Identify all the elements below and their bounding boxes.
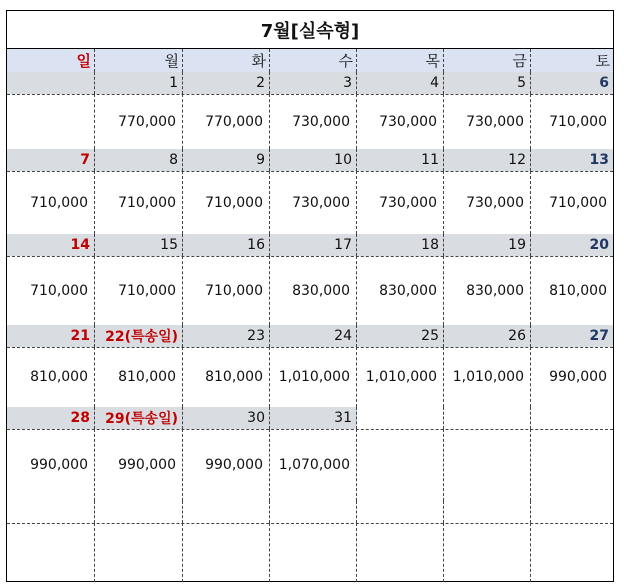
price-cell xyxy=(7,523,95,582)
price-cell: 990,000 xyxy=(549,369,607,385)
day-number-cell: 23 xyxy=(183,325,270,347)
day-number-cell: 30 xyxy=(183,407,270,429)
price-cell: 810,000 xyxy=(7,347,95,407)
price-cell xyxy=(95,523,183,582)
day-number-cell: 3 xyxy=(270,72,357,94)
price-row xyxy=(7,429,613,502)
price-row xyxy=(7,347,613,408)
day-number-cell: 26 xyxy=(444,325,531,347)
day-number-cell: 18 xyxy=(357,234,444,256)
day-number-cell: 25 xyxy=(357,325,444,347)
weekday-header-cell: 일 xyxy=(7,49,95,72)
price-cell xyxy=(357,523,444,582)
calendar-title: 7월[실속형] xyxy=(7,11,613,49)
price-cell: 990,000 xyxy=(183,429,270,501)
day-number-cell: 4 xyxy=(357,72,444,94)
day-number-cell: 12 xyxy=(444,149,531,171)
price-cell: 830,000 xyxy=(357,256,444,325)
price-cell: 810,000 xyxy=(183,347,270,407)
price-cell xyxy=(531,429,613,501)
price-cell: 810,000 xyxy=(95,347,183,407)
day-number-cell: 1 xyxy=(95,72,183,94)
date-row xyxy=(7,149,613,172)
price-cell: 830,000 xyxy=(444,256,531,325)
day-number-cell: 24 xyxy=(270,325,357,347)
price-row xyxy=(7,523,613,582)
price-cell xyxy=(531,523,613,582)
price-cell: 1,070,000 xyxy=(270,429,357,501)
day-number-cell xyxy=(531,501,613,523)
date-row xyxy=(7,325,613,348)
price-cell: 710,000 xyxy=(95,256,183,325)
day-number-cell: 7 xyxy=(7,149,95,171)
day-number-cell: 19 xyxy=(444,234,531,256)
day-number-cell xyxy=(444,407,531,429)
day-number-cell: 14 xyxy=(7,234,95,256)
price-cell: 770,000 xyxy=(95,94,183,149)
weekday-header-cell: 토 xyxy=(531,49,613,72)
day-number-cell xyxy=(444,501,531,523)
price-cell: 710,000 xyxy=(7,256,95,325)
price-cell: 710,000 xyxy=(549,194,607,211)
price-cell: 730,000 xyxy=(357,94,444,149)
day-number-cell: 6 xyxy=(531,72,613,94)
day-number-cell: 9 xyxy=(183,149,270,171)
price-row xyxy=(7,94,613,150)
weekday-header-cell: 수 xyxy=(270,49,357,72)
date-row xyxy=(7,407,613,430)
day-number-cell: 10 xyxy=(270,149,357,171)
day-number-cell xyxy=(7,501,95,523)
day-number-cell xyxy=(531,407,613,429)
price-cell: 710,000 xyxy=(95,171,183,234)
day-number-cell: 16 xyxy=(183,234,270,256)
weekday-header-cell: 목 xyxy=(357,49,444,72)
price-cell: 730,000 xyxy=(270,171,357,234)
price-row xyxy=(7,256,613,326)
day-number-cell: 29(특송일) xyxy=(95,407,183,429)
price-cell: 730,000 xyxy=(444,94,531,149)
date-row xyxy=(7,72,613,95)
price-cell: 810,000 xyxy=(549,282,607,299)
calendar-table xyxy=(6,10,614,582)
day-number-cell: 17 xyxy=(270,234,357,256)
price-cell xyxy=(7,94,95,149)
day-number-cell xyxy=(357,501,444,523)
price-cell: 770,000 xyxy=(183,94,270,149)
price-cell: 830,000 xyxy=(270,256,357,325)
day-number-cell: 8 xyxy=(95,149,183,171)
price-cell xyxy=(357,429,444,501)
day-number-cell: 11 xyxy=(357,149,444,171)
day-number-cell xyxy=(357,407,444,429)
price-cell: 710,000 xyxy=(549,113,607,130)
price-cell: 990,000 xyxy=(95,429,183,501)
day-number-cell: 28 xyxy=(7,407,95,429)
price-cell: 730,000 xyxy=(444,171,531,234)
day-number-cell xyxy=(95,501,183,523)
price-cell: 730,000 xyxy=(357,171,444,234)
day-number-cell: 2 xyxy=(183,72,270,94)
price-cell: 710,000 xyxy=(183,256,270,325)
weekday-header-cell: 화 xyxy=(183,49,270,72)
price-cell xyxy=(270,523,357,582)
day-number-cell: 15 xyxy=(95,234,183,256)
weekday-header-cell: 금 xyxy=(444,49,531,72)
day-number-cell xyxy=(270,501,357,523)
day-number-cell: 13 xyxy=(531,149,613,171)
price-cell: 1,010,000 xyxy=(357,347,444,407)
day-number-cell: 27 xyxy=(531,325,613,347)
price-cell: 710,000 xyxy=(7,171,95,234)
price-cell xyxy=(444,429,531,501)
price-cell xyxy=(183,523,270,582)
price-cell: 1,010,000 xyxy=(444,347,531,407)
weekday-header-cell: 월 xyxy=(95,49,183,72)
day-number-cell xyxy=(183,501,270,523)
day-number-cell xyxy=(7,72,95,94)
day-number-cell: 20 xyxy=(531,234,613,256)
day-number-cell: 21 xyxy=(7,325,95,347)
price-cell: 730,000 xyxy=(270,94,357,149)
price-cell xyxy=(444,523,531,582)
day-number-cell: 5 xyxy=(444,72,531,94)
price-cell: 710,000 xyxy=(183,171,270,234)
price-row xyxy=(7,171,613,235)
day-number-cell: 22(특송일) xyxy=(95,325,183,347)
price-cell: 1,010,000 xyxy=(270,347,357,407)
price-cell: 990,000 xyxy=(7,429,95,501)
day-number-cell: 31 xyxy=(270,407,357,429)
date-row xyxy=(7,234,613,257)
date-row xyxy=(7,501,613,524)
weekday-header-row xyxy=(7,49,613,73)
